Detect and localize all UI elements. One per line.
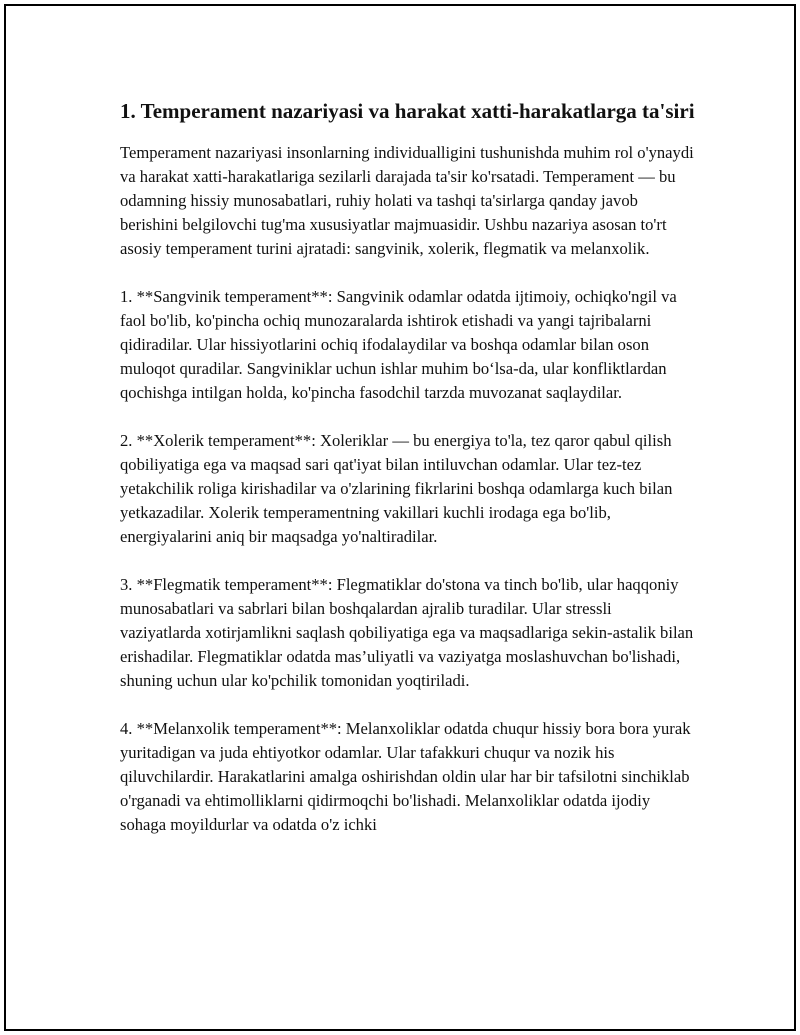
- document-content: [120, 98, 696, 861]
- choleric-paragraph: 2. **Xolerik temperament**: Xoleriklar — bu energiya to'la, tez qaror qabul qilish qobiliyatiga ega va maqsad sari qat'iyat bilan intiluvchan odamlar. Ular tez-tez yetakchilik roliga kirishadilar va o'zlarining fikrlarini boshqa odamlarga kuch bilan yetkazadilar. Xolerik temperamentning vakillari kuchli irodaga ega bo'lib, energiyalarini aniq bir maqsadga yo'naltiradilar.: [120, 431, 673, 546]
- intro-paragraph: Temperament nazariyasi insonlarning individualligini tushunishda muhim rol o'ynaydi va harakat xatti-harakatlariga sezilarli darajada ta'sir ko'rsatadi. Temperament — bu odamning hissiy munosabatlari, ruhiy holati va tashqi ta'sirlarga qanday javob berishini belgilovchi tug'ma xususiyatlar majmuasidir. Ushbu nazariya asosan to'rt asosiy temperament turini ajratadi: sangvinik, xolerik, flegmatik va melanxolik.: [120, 143, 694, 258]
- document-page: [4, 4, 796, 1031]
- sanguine-paragraph: 1. **Sangvinik temperament**: Sangvinik odamlar odatda ijtimoiy, ochiqko'ngil va faol bo'lib, ko'pincha ochiq munozaralarda ishtirok etishadi va yangi tajribalarni qidiradilar. Ular hissiyotlarini ochiq ifodalaydilar va boshqa odamlar bilan oson muloqot quradilar. Sangviniklar uchun ishlar muhim bo‘lsa-da, ular konfliktlardan qochishga intilgan holda, ko'pincha fasodchil tarzda muvozanat saqlaydilar.: [120, 287, 677, 402]
- document-heading: 1. Temperament nazariyasi va harakat xatti-harakatlarga ta'siri: [120, 99, 695, 123]
- phlegmatic-paragraph: 3. **Flegmatik temperament**: Flegmatiklar do'stona va tinch bo'lib, ular haqqoniy munosabatlari va sabrlari bilan boshqalardan ajralib turadilar. Ular stressli vaziyatlarda xotirjamlikni saqlash qobiliyatiga ega va maqsadlariga sekin-astalik bilan erishadilar. Flegmatiklar odatda mas’uliyatli va vaziyatga moslashuvchan bo'lishadi, shuning uchun ular ko'pchilik tomonidan yoqtiriladi.: [120, 575, 694, 690]
- melancholic-paragraph: 4. **Melanxolik temperament**: Melanxoliklar odatda chuqur hissiy bora bora yurak yuritadigan va juda ehtiyotkor odamlar. Ular tafakkuri chuqur va nozik his qiluvchilardir. Harakatlarini amalga oshirishdan oldin ular har bir tafsilotni sinchiklab o'rganadi va ehtimolliklarni qidirmoqchi bo'lishadi. Melanxoliklar odatda ijodiy sohaga moyildurlar va odatda o'z ichki: [120, 719, 691, 834]
